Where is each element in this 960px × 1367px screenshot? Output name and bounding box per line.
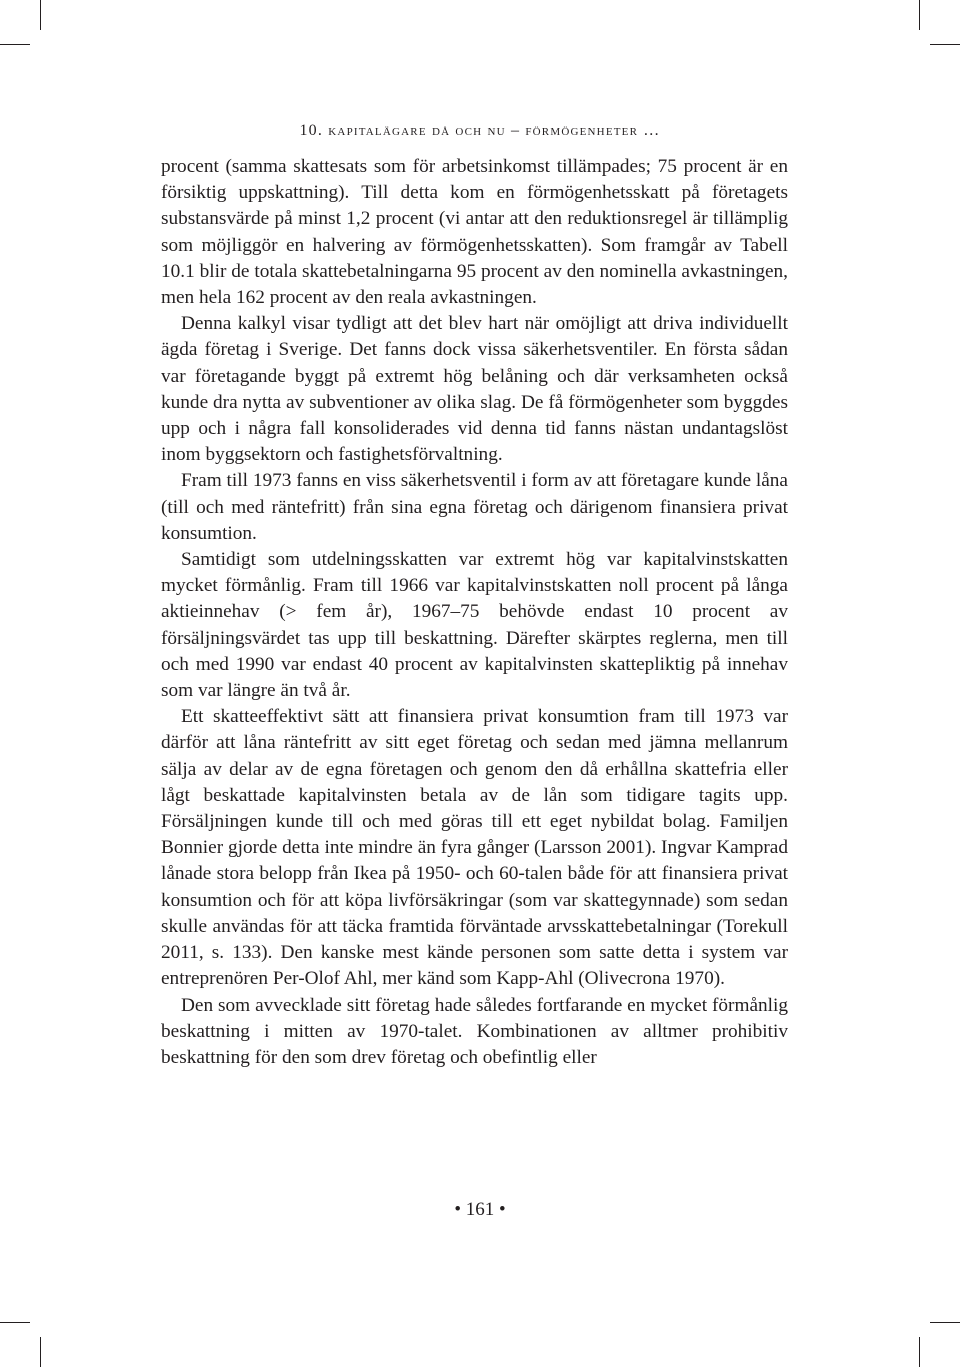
crop-mark-top-right	[919, 0, 920, 30]
crop-mark-bottom-left	[40, 1337, 41, 1367]
paragraph-5: Ett skatteeffektivt sätt att finansiera privat konsumtion fram till 1973 var därför att låna räntefritt av sitt eget företag och sedan med jämna mellanrum sälja av delar av de egna företagen och genom den då erhållna skattefria eller lågt beskattade kapitalvinsten betala av de lån som tidigare tagits upp. Försäljningen kunde till och med göras till ett eget nybildat bolag. Familjen Bonnier gjorde detta inte mindre än fyra gånger (Larsson 2001). Ingvar Kamprad lånade stora belopp från Ikea på 1950- och 60-talen både för att finansiera privat konsumtion och för att köpa livförsäkringar (som var skattegynnade) som sedan skulle användas för att täcka framtida förväntade arvsskattebetalningar (Torekull 2011, s. 133). Den kanske mest kände personen som satte detta i system var entreprenören Per-Olof Ahl, mer känd som Kapp-Ahl (Olivecrona 1970).	[161, 706, 788, 990]
crop-mark-bottom-right	[919, 1337, 920, 1367]
running-head: 10. kapitalägare då och nu – förmögenheter …	[299, 122, 661, 139]
crop-mark-top-right-h	[930, 44, 960, 45]
crop-mark-bottom-left-h	[0, 1322, 30, 1323]
crop-mark-top-left	[40, 0, 41, 30]
paragraph-6: Den som avvecklade sitt företag hade således fortfarande en mycket förmånlig beskattning i mitten av 1970-talet. Kombinationen av alltmer prohibitiv beskattning för den som drev företag och obefintlig eller	[161, 994, 788, 1068]
paragraph-3: Fram till 1973 fanns en viss säkerhetsventil i form av att företagare kunde låna (till och med räntefritt) från sina egna företag och därigenom finansiera privat konsumtion.	[161, 470, 788, 544]
crop-mark-bottom-right-h	[930, 1322, 960, 1323]
page-number: • 161 •	[454, 1199, 506, 1220]
paragraph-1: procent (samma skattesats som för arbetsinkomst tillämpades; 75 procent är en försiktig uppskattning). Till detta kom en förmögenhetsskatt på företagets substansvärde på minst 1,2 procent (vi antar att den reduktionsregel är tillämplig som möjliggör en halvering av förmögenhetsskatten). Som framgår av Tabell 10.1 blir de totala skattebetalningarna 95 procent av den nominella avkastningen, men hela 162 procent av den reala avkastningen.	[161, 156, 788, 309]
body-text	[161, 154, 788, 1071]
paragraph-4: Samtidigt som utdelningsskatten var extremt hög var kapitalvinstskatten mycket förmånlig. Fram till 1966 var kapitalvinstskatten noll procent på långa aktieinnehav (> fem år), 1967–75 behövde endast 10 procent av försäljningsvärdet tas upp till beskattning. Därefter skärptes reglerna, men till och med 1990 var endast 40 procent av kapitalvinsten skattepliktig på innehav som var längre än två år.	[161, 549, 788, 702]
paragraph-2: Denna kalkyl visar tydligt att det blev hart när omöjligt att driva individuellt ägda företag i Sverige. Det fanns dock vissa säkerhetsventiler. En första sådan var företagande byggt på extremt hög belåning och där verksamheten också kunde dra nytta av subventioner av olika slag. De få förmögenheter som byggdes upp och i några fall konsoliderades vid denna tid fanns nästan undantagslöst inom byggsektorn och fastighetsförvaltning.	[161, 313, 788, 466]
crop-mark-top-left-h	[0, 44, 30, 45]
